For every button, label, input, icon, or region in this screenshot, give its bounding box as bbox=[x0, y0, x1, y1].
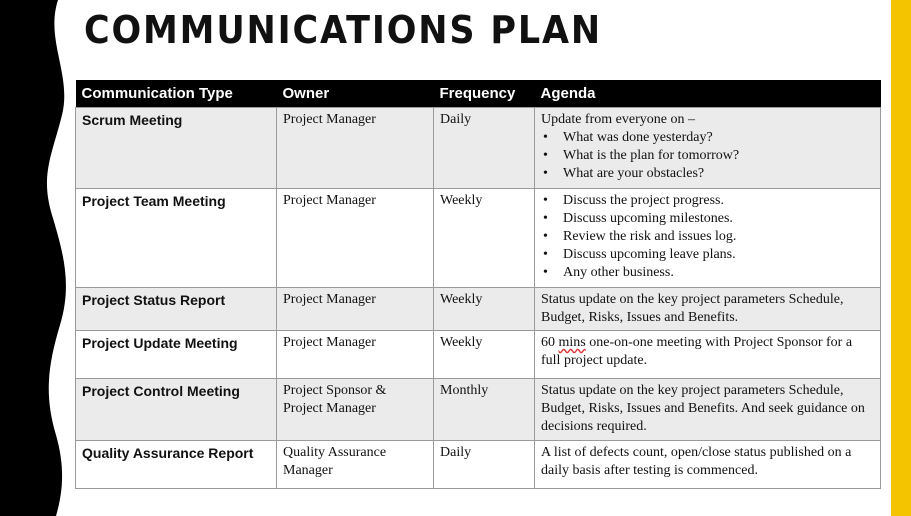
table-row bbox=[76, 189, 881, 288]
column-header-owner: Owner bbox=[277, 80, 434, 108]
agenda-duration-unit: mins bbox=[558, 335, 586, 350]
communication-type-cell: Quality Assurance Report bbox=[76, 441, 277, 489]
agenda-item: • What are your obstacles? bbox=[541, 165, 874, 183]
communication-type-cell: Project Control Meeting bbox=[76, 379, 277, 441]
owner-cell: Project Manager bbox=[277, 288, 434, 331]
frequency-cell: Weekly bbox=[434, 331, 535, 379]
table-row bbox=[76, 108, 881, 189]
agenda-item: • Discuss upcoming milestones. bbox=[541, 210, 874, 228]
column-header-communication-type: Communication Type bbox=[76, 80, 277, 108]
accent-bar bbox=[891, 0, 911, 516]
agenda-intro: Update from everyone on – bbox=[541, 112, 695, 127]
agenda-cell bbox=[535, 108, 881, 189]
agenda-item: • Discuss the project progress. bbox=[541, 192, 874, 210]
table-row bbox=[76, 331, 881, 379]
owner-cell: Project Sponsor & Project Manager bbox=[277, 379, 434, 441]
frequency-cell: Monthly bbox=[434, 379, 535, 441]
agenda-list bbox=[541, 129, 874, 183]
owner-cell: Project Manager bbox=[277, 189, 434, 288]
communication-type-cell: Project Team Meeting bbox=[76, 189, 277, 288]
decorative-wave-border bbox=[0, 0, 80, 516]
owner-cell: Project Manager bbox=[277, 108, 434, 189]
communications-table bbox=[75, 80, 881, 489]
table-row bbox=[76, 441, 881, 489]
frequency-cell: Daily bbox=[434, 441, 535, 489]
agenda-item: • Any other business. bbox=[541, 264, 874, 282]
table-row bbox=[76, 288, 881, 331]
frequency-cell: Daily bbox=[434, 108, 535, 189]
agenda-cell bbox=[535, 189, 881, 288]
agenda-item: • Discuss upcoming leave plans. bbox=[541, 246, 874, 264]
table-header-row bbox=[76, 80, 881, 108]
page-title: COMMUNICATIONS PLAN bbox=[84, 8, 602, 52]
communication-type-cell: Scrum Meeting bbox=[76, 108, 277, 189]
agenda-duration-number: 60 bbox=[541, 335, 555, 350]
agenda-list bbox=[541, 192, 874, 282]
agenda-item: • What is the plan for tomorrow? bbox=[541, 147, 874, 165]
agenda-cell: A list of defects count, open/close status published on a daily basis after testing is commenced. bbox=[535, 441, 881, 489]
agenda-cell: Status update on the key project parameters Schedule, Budget, Risks, Issues and Benefits. And seek guidance on decisions required. bbox=[535, 379, 881, 441]
frequency-cell: Weekly bbox=[434, 189, 535, 288]
table-row bbox=[76, 379, 881, 441]
agenda-text: one-on-one meeting with Project Sponsor for a full project update. bbox=[541, 335, 853, 368]
communication-type-cell: Project Update Meeting bbox=[76, 331, 277, 379]
frequency-cell: Weekly bbox=[434, 288, 535, 331]
agenda-cell bbox=[535, 331, 881, 379]
communication-type-cell: Project Status Report bbox=[76, 288, 277, 331]
owner-cell: Quality Assurance Manager bbox=[277, 441, 434, 489]
agenda-item: • What was done yesterday? bbox=[541, 129, 874, 147]
owner-cell: Project Manager bbox=[277, 331, 434, 379]
column-header-frequency: Frequency bbox=[434, 80, 535, 108]
agenda-item: • Review the risk and issues log. bbox=[541, 228, 874, 246]
column-header-agenda: Agenda bbox=[535, 80, 881, 108]
agenda-cell: Status update on the key project parameters Schedule, Budget, Risks, Issues and Benefits. bbox=[535, 288, 881, 331]
